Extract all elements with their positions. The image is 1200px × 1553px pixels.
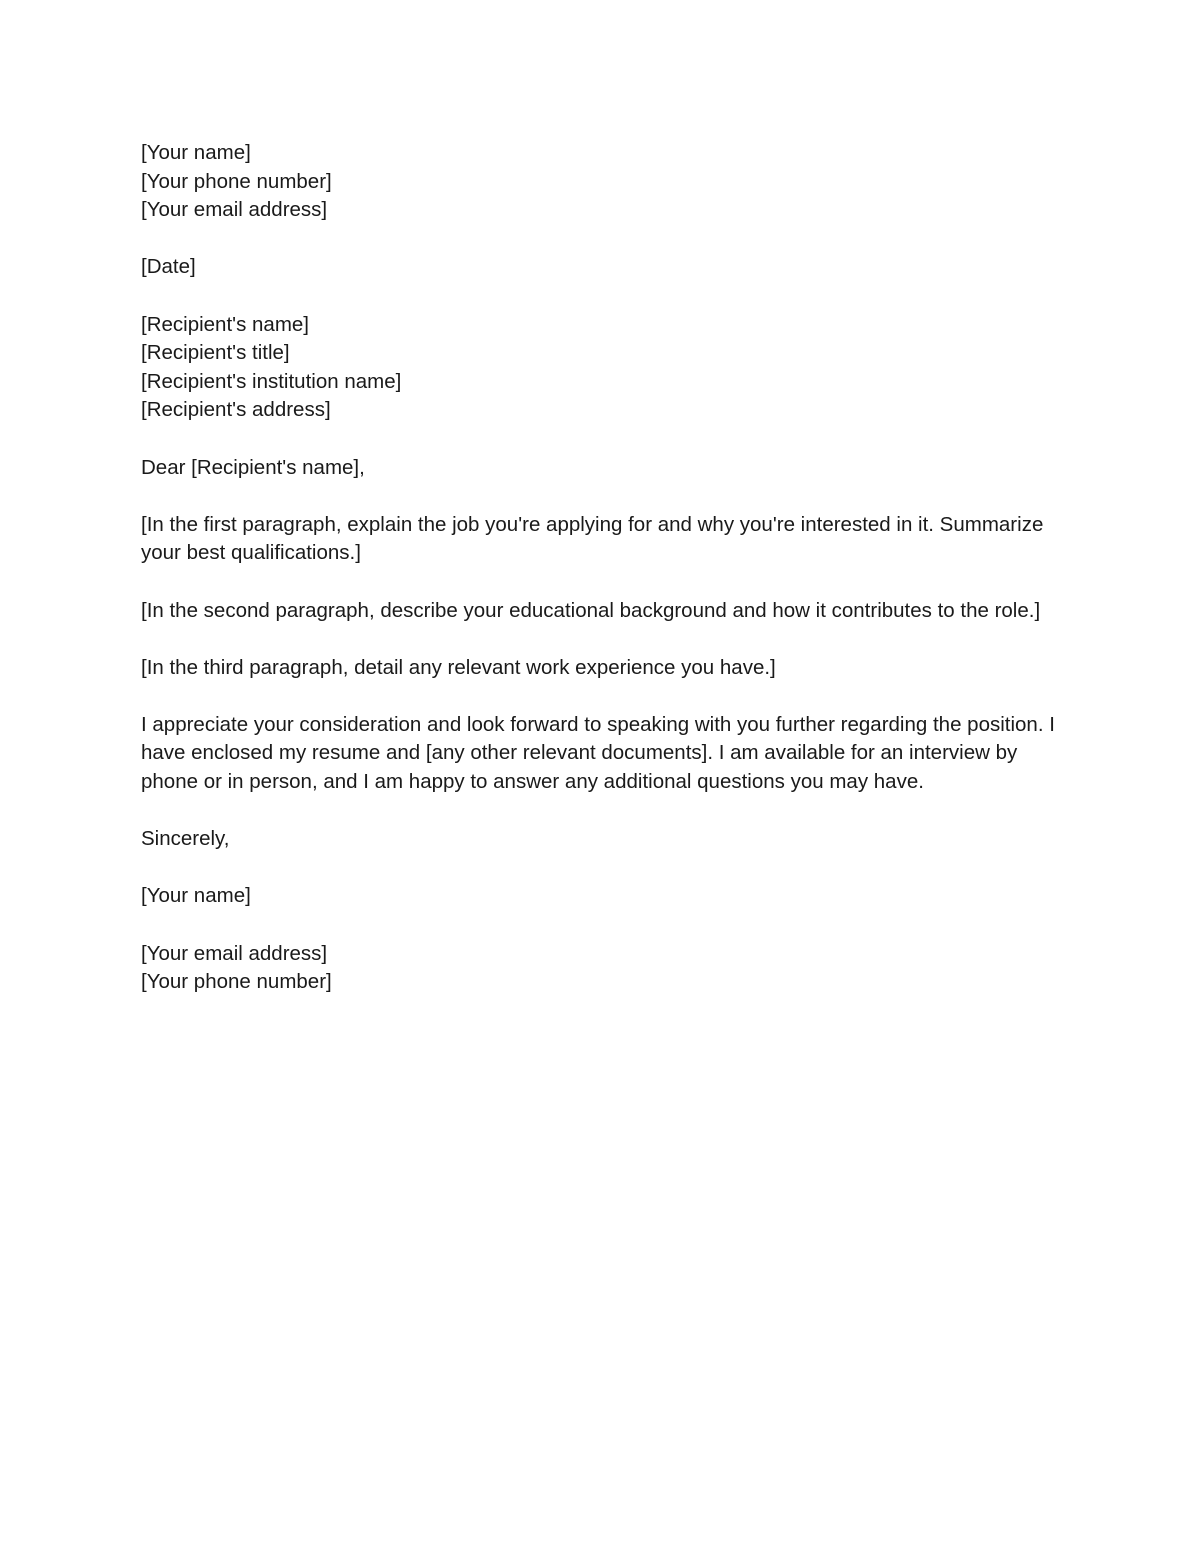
recipient-address: [Recipient's address]: [141, 398, 331, 422]
spacer: [141, 911, 1056, 940]
sender-email: [Your email address]: [141, 198, 328, 222]
spacer: [141, 425, 1056, 454]
spacer: [141, 282, 1056, 311]
letter-date: [Date]: [141, 255, 196, 279]
signature-name: [Your name]: [141, 884, 251, 908]
signature-phone: [Your phone number]: [141, 970, 332, 994]
cover-letter: [141, 139, 1056, 997]
body-paragraph-2: [In the second paragraph, describe your educational background and how it contributes to the role.]: [141, 598, 1041, 622]
recipient-block: [141, 311, 1056, 425]
spacer: [141, 482, 1056, 511]
sender-phone: [Your phone number]: [141, 169, 332, 193]
salutation: Dear [Recipient's name],: [141, 455, 365, 479]
recipient-institution: [Recipient's institution name]: [141, 369, 402, 393]
spacer: [141, 625, 1056, 654]
sender-block: [141, 139, 1056, 225]
signature-contact-block: [141, 940, 1056, 997]
recipient-name: [Recipient's name]: [141, 312, 309, 336]
spacer: [141, 682, 1056, 711]
spacer: [141, 225, 1056, 254]
recipient-title: [Recipient's title]: [141, 341, 290, 365]
signature-email: [Your email address]: [141, 941, 328, 965]
body-paragraph-1: [In the first paragraph, explain the job you're applying for and why you're interested in it. Summarize your best qualifications.]: [141, 512, 1044, 565]
sender-name: [Your name]: [141, 141, 251, 164]
spacer: [141, 854, 1056, 883]
closing: Sincerely,: [141, 827, 230, 851]
spacer: [141, 797, 1056, 826]
body-paragraph-4: I appreciate your consideration and look forward to speaking with you further regarding the position. I have enclosed my resume and [any other relevant documents]. I am available for an interview by phone or in person, and I am happy to answer any additional questions you may have.: [141, 712, 1055, 794]
body-paragraph-3: [In the third paragraph, detail any relevant work experience you have.]: [141, 655, 776, 679]
spacer: [141, 568, 1056, 597]
